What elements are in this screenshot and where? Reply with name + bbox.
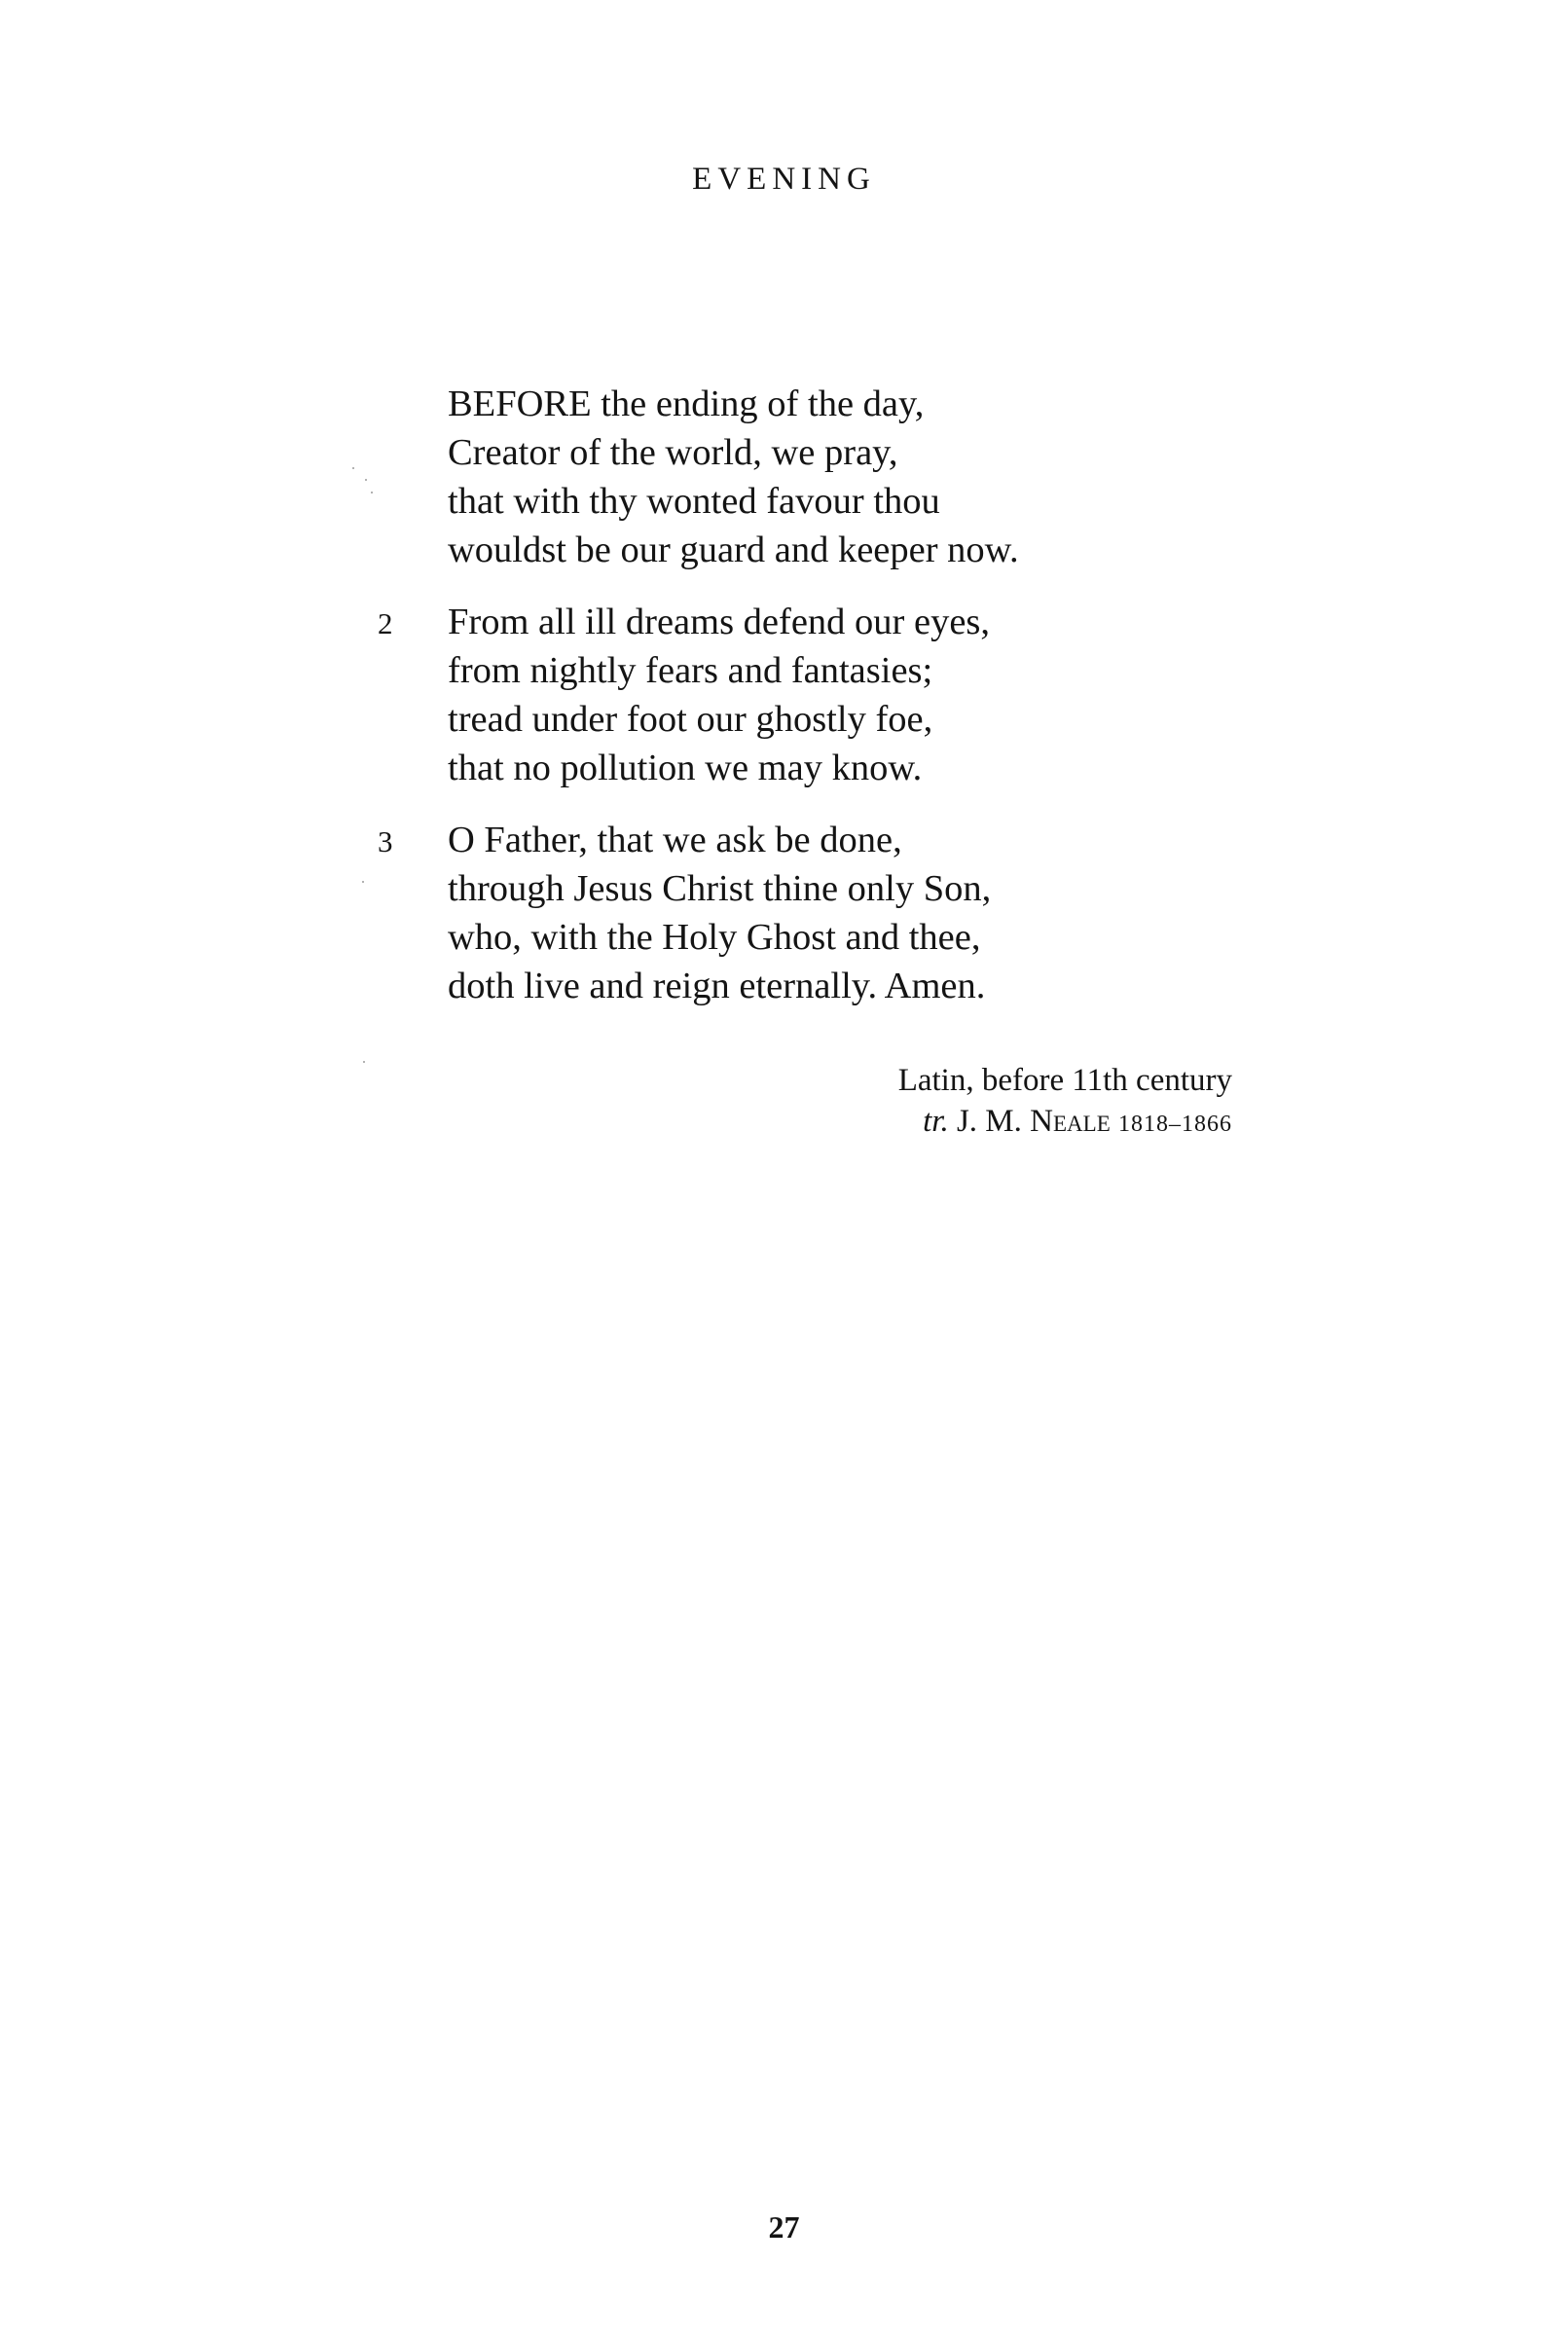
hymn-line: wouldst be our guard and keeper now.: [448, 529, 1019, 570]
scan-speck: [371, 492, 373, 493]
running-head: EVENING: [692, 162, 876, 197]
scan-speck: [352, 467, 354, 469]
hymn-line: who, with the Holy Ghost and thee,: [448, 917, 981, 958]
stanza-number: 3: [378, 824, 393, 858]
hymn-line: Creator of the world, we pray,: [448, 432, 898, 473]
hymn-line: O Father, that we ask be done,: [448, 820, 902, 860]
attribution-source: Latin, before 11th century: [897, 1063, 1232, 1098]
translator-name: J. M. Neale: [956, 1104, 1111, 1139]
hymn-line: BEFORE the ending of the day,: [448, 383, 925, 424]
hymn-line: through Jesus Christ thine only Son,: [448, 868, 992, 909]
hymn-line: from nightly fears and fantasies;: [448, 650, 933, 691]
scan-speck: [365, 479, 367, 481]
scan-speck: [362, 881, 364, 883]
hymn-line: that no pollution we may know.: [448, 748, 923, 788]
stanza-number: 2: [378, 606, 393, 640]
hymn-line: doth live and reign eternally. Amen.: [448, 966, 986, 1006]
scan-speck: [363, 1061, 365, 1063]
hymn-line: tread under foot our ghostly foe,: [448, 699, 933, 740]
hymn-line: that with thy wonted favour thou: [448, 481, 940, 522]
attribution-translator: [923, 1102, 1232, 1144]
page-number: 27: [768, 2209, 800, 2245]
translator-prefix: tr.: [923, 1104, 949, 1139]
translator-dates: 1818–1866: [1118, 1112, 1232, 1137]
hymn-line: From all ill dreams defend our eyes,: [448, 602, 991, 642]
